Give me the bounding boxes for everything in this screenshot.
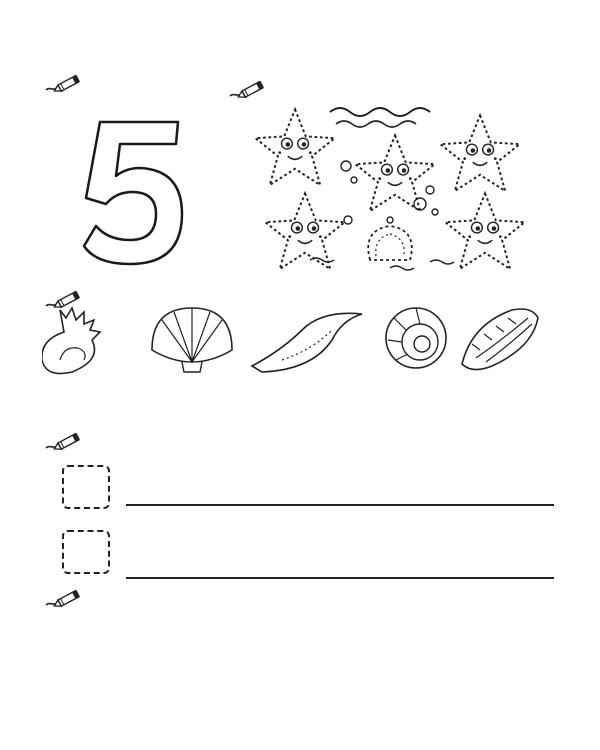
big-digit-five[interactable]: [78, 118, 188, 268]
starfish-icon: [440, 115, 519, 191]
pencil-icon: [44, 430, 84, 452]
ladybug-count-box: [62, 530, 110, 574]
tracing-grid[interactable]: [46, 603, 552, 683]
shell-icon: [42, 308, 100, 374]
shells-row: [42, 300, 552, 380]
starfish-icon: [255, 109, 334, 185]
shell-icon: [386, 308, 446, 368]
starfish-icon: [265, 193, 344, 269]
starfish-icon: [445, 193, 524, 269]
snail-row-line: [126, 504, 554, 506]
snail-count-box: [62, 465, 110, 509]
starfish-icon: [355, 135, 434, 211]
ladybug-row-line: [126, 577, 554, 579]
starfish-scene[interactable]: [250, 100, 570, 280]
circles-row: [50, 383, 550, 433]
pencil-icon: [228, 78, 268, 100]
shell-icon: [152, 308, 232, 372]
pencil-icon: [44, 72, 84, 94]
shell-icon: [462, 309, 538, 370]
snails-row[interactable]: [130, 452, 550, 502]
shell-icon: [252, 313, 362, 372]
ladybugs-row[interactable]: [128, 515, 554, 573]
